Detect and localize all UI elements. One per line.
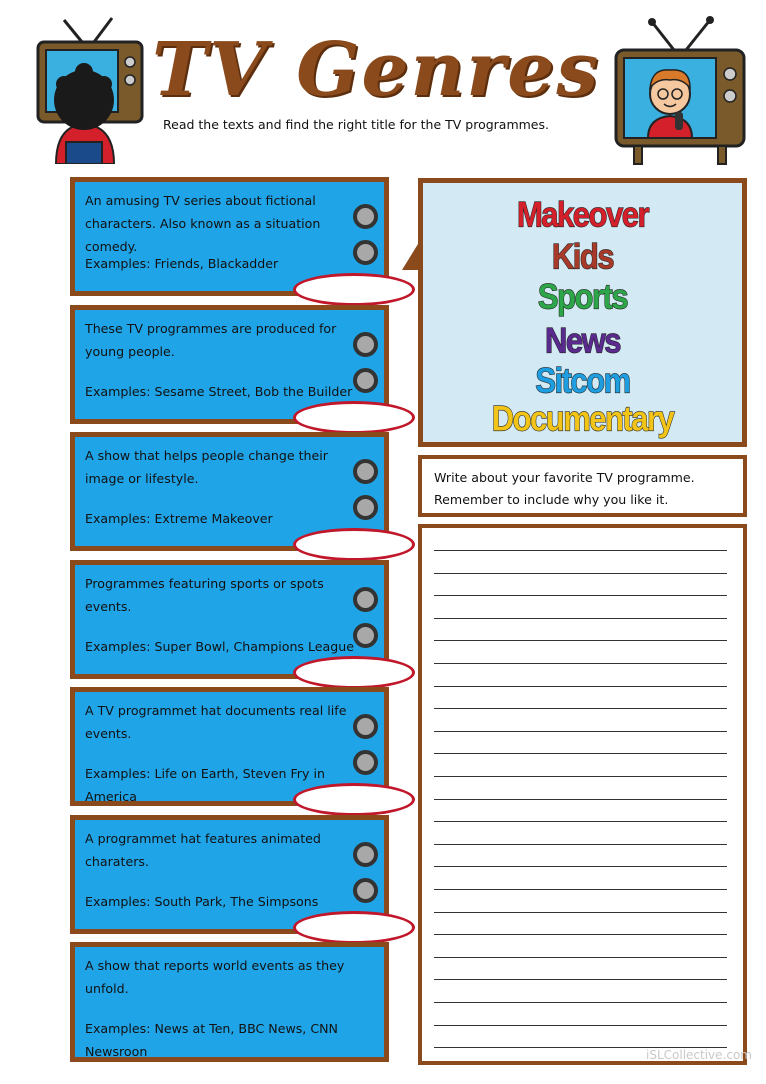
writing-line	[434, 957, 727, 958]
answer-oval[interactable]	[293, 401, 415, 434]
description-card-6	[70, 815, 389, 934]
card-examples: Examples: Extreme Makeover	[85, 511, 273, 526]
genre-documentary[interactable]: Documentary	[491, 398, 674, 439]
description-card-2	[70, 305, 389, 424]
genre-sitcom[interactable]: Sitcom	[535, 360, 630, 401]
tv-presenter-illustration	[612, 14, 748, 168]
answer-oval[interactable]	[293, 911, 415, 944]
card-description: A programmet hat features animated charaters.	[85, 831, 321, 869]
writing-line	[434, 686, 727, 687]
description-card-3	[70, 432, 389, 551]
card-description: A TV programmet hat documents real life events.	[85, 703, 347, 741]
connector-dot[interactable]	[353, 878, 378, 903]
genre-word-bank	[418, 178, 747, 447]
card-description: Programmes featuring sports or spots events.	[85, 576, 324, 614]
connector-dot[interactable]	[353, 623, 378, 648]
connector-dot[interactable]	[353, 368, 378, 393]
writing-line	[434, 550, 727, 551]
connector-dot[interactable]	[353, 204, 378, 229]
writing-line	[434, 799, 727, 800]
card-description: A show that reports world events as they unfold.	[85, 958, 345, 996]
writing-line	[434, 753, 727, 754]
connector-dot[interactable]	[353, 842, 378, 867]
card-description: An amusing TV series about fictional characters. Also known as a situation comedy.	[85, 193, 321, 254]
card-examples: Examples: Friends, Blackadder	[85, 256, 279, 271]
description-card-4	[70, 560, 389, 679]
answer-oval[interactable]	[293, 528, 415, 561]
writing-line	[434, 934, 727, 935]
connector-dot[interactable]	[353, 750, 378, 775]
writing-line	[434, 731, 727, 732]
answer-oval[interactable]	[293, 656, 415, 689]
writing-line	[434, 776, 727, 777]
prompt-line: Write about your favorite TV programme.	[434, 470, 695, 485]
card-examples: Examples: Sesame Street, Bob the Builder	[85, 384, 353, 399]
writing-line	[434, 912, 727, 913]
writing-line	[434, 595, 727, 596]
genre-makeover[interactable]: Makeover	[516, 194, 649, 235]
watermark: iSLCollective.com	[646, 1048, 752, 1062]
writing-line	[434, 708, 727, 709]
connector-dot[interactable]	[353, 714, 378, 739]
card-examples: Examples: South Park, The Simpsons	[85, 894, 319, 909]
card-description: A show that helps people change their image or lifestyle.	[85, 448, 328, 486]
writing-line	[434, 618, 727, 619]
writing-line	[434, 866, 727, 867]
writing-prompt	[418, 455, 747, 517]
writing-line	[434, 573, 727, 574]
writing-line	[434, 844, 727, 845]
writing-line	[434, 1002, 727, 1003]
connector-dot[interactable]	[353, 240, 378, 265]
tv-child-illustration	[34, 14, 146, 164]
card-examples: Examples: Life on Earth, Steven Fry in America	[85, 766, 325, 804]
writing-line	[434, 1025, 727, 1026]
card-examples: Examples: Super Bowl, Champions League	[85, 639, 354, 654]
writing-line	[434, 979, 727, 980]
card-examples: Examples: News at Ten, BBC News, CNN Newsroon	[85, 1021, 338, 1059]
connector-dot[interactable]	[353, 587, 378, 612]
answer-oval[interactable]	[293, 273, 415, 306]
genre-news[interactable]: News	[545, 320, 620, 361]
card-description: These TV programmes are produced for young people.	[85, 321, 337, 359]
prompt-line: Remember to include why you like it.	[434, 492, 669, 507]
genre-sports[interactable]: Sports	[537, 276, 628, 317]
writing-area[interactable]	[418, 524, 747, 1065]
writing-line	[434, 663, 727, 664]
connector-dot[interactable]	[353, 459, 378, 484]
answer-oval[interactable]	[293, 783, 415, 816]
instructions: Read the texts and find the right title for the TV programmes.	[163, 117, 549, 132]
description-card-5	[70, 687, 389, 806]
genre-kids[interactable]: Kids	[551, 236, 614, 277]
connector-dot[interactable]	[353, 332, 378, 357]
connector-dot[interactable]	[353, 495, 378, 520]
writing-line	[434, 889, 727, 890]
description-card-1	[70, 177, 389, 296]
description-card-7	[70, 942, 389, 1062]
writing-line	[434, 821, 727, 822]
writing-line	[434, 640, 727, 641]
page-title: TV Genres	[152, 27, 601, 113]
